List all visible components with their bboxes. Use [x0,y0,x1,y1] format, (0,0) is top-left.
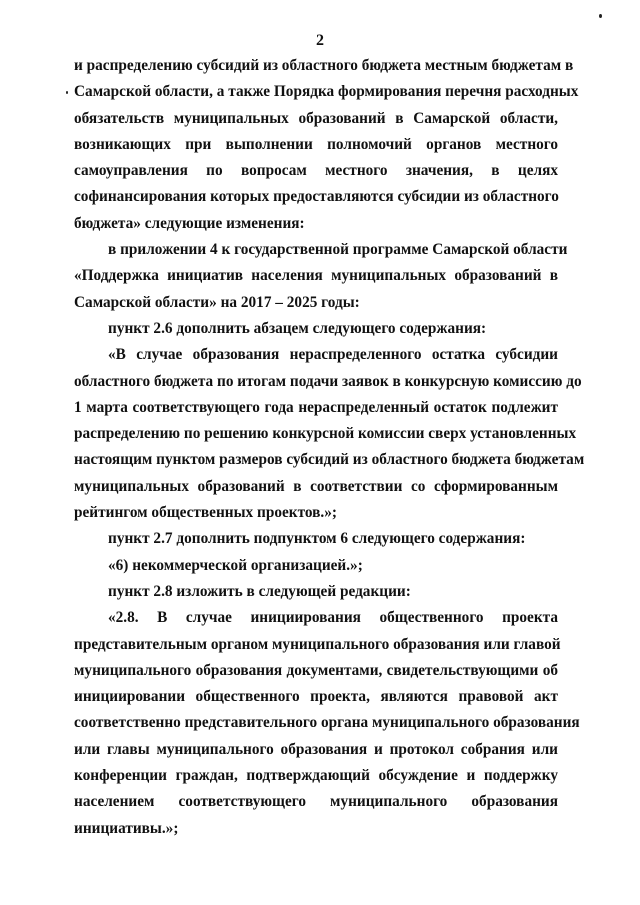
text-line: соответственно представительного органа муниципального образования [74,714,580,732]
text-line: «Поддержка инициатив населения муниципальных образований в [74,267,558,285]
text-line: настоящим пунктом размеров субсидий из областного бюджета бюджетам [74,451,585,469]
text-line: самоуправления по вопросам местного значения, в целях [74,162,558,180]
paragraph-item-2-8-text [74,605,580,842]
text-line: представительным органом муниципального образования или главой [74,635,561,653]
text-line: пункт 2.6 дополнить абзацем следующего содержания: [108,319,487,337]
text-line: пункт 2.8 изложить в следующей редакции: [108,582,411,600]
text-line: и распределению субсидий из областного бюджета местным бюджетам в [74,57,574,74]
paragraph-appendix-4 [74,237,568,316]
paragraph-item-2-7-text [74,553,558,579]
text-line: распределению по решению конкурсной комиссии сверх установленных [74,425,577,443]
text-line: Самарской области, а также Порядка формирования перечня расходных [74,83,579,101]
text-line: инициировании общественного проекта, являются правовой акт [74,688,558,706]
paragraph-item-2-7 [74,526,558,552]
text-line: инициативы.»; [74,819,179,837]
text-line: рейтингом общественных проектов.»; [74,504,337,522]
text-line: областного бюджета по итогам подачи заявок в конкурсную комиссию до [74,372,582,390]
text-line: пункт 2.7 дополнить подпунктом 6 следующего содержания: [108,530,526,548]
page-number: 2 [316,32,324,49]
text-line: муниципального образования документами, свидетельствующими об [74,661,558,679]
paragraph-item-2-8 [74,579,558,605]
text-line: софинансирования которых предоставляются субсидии из областного [74,188,559,206]
text-line: Самарской области» на 2017 – 2025 годы: [74,293,360,311]
text-line: или главы муниципального образования и протокол собрания или [74,740,558,758]
paragraph-item-2-6 [74,316,558,342]
text-line: в приложении 4 к государственной программе Самарской области [108,241,568,259]
text-line: обязательств муниципальных образований в Самарской области, [74,109,558,127]
text-line: «2.8. В случае инициирования общественного проекта [108,609,558,627]
scan-speck [66,91,68,94]
text-line: «6) некоммерческой организацией.»; [108,556,363,574]
text-line: 1 марта соответствующего года нераспределенный остаток подлежит [74,398,558,416]
text-line: «В случае образования нераспределенного остатка субсидии [108,346,558,364]
scan-speck [599,14,602,18]
document-body [74,53,585,842]
paragraph-item-2-6-text [74,342,585,526]
text-line: муниципальных образований в соответствии со сформированным [74,477,558,495]
text-line: населением соответствующего муниципального образования [74,793,558,811]
text-line: конференции граждан, подтверждающий обсуждение и поддержку [74,767,558,785]
text-line: возникающих при выполнении полномочий органов местного [74,135,558,153]
paragraph-intro [74,53,579,237]
text-line: бюджета» следующие изменения: [74,214,305,232]
